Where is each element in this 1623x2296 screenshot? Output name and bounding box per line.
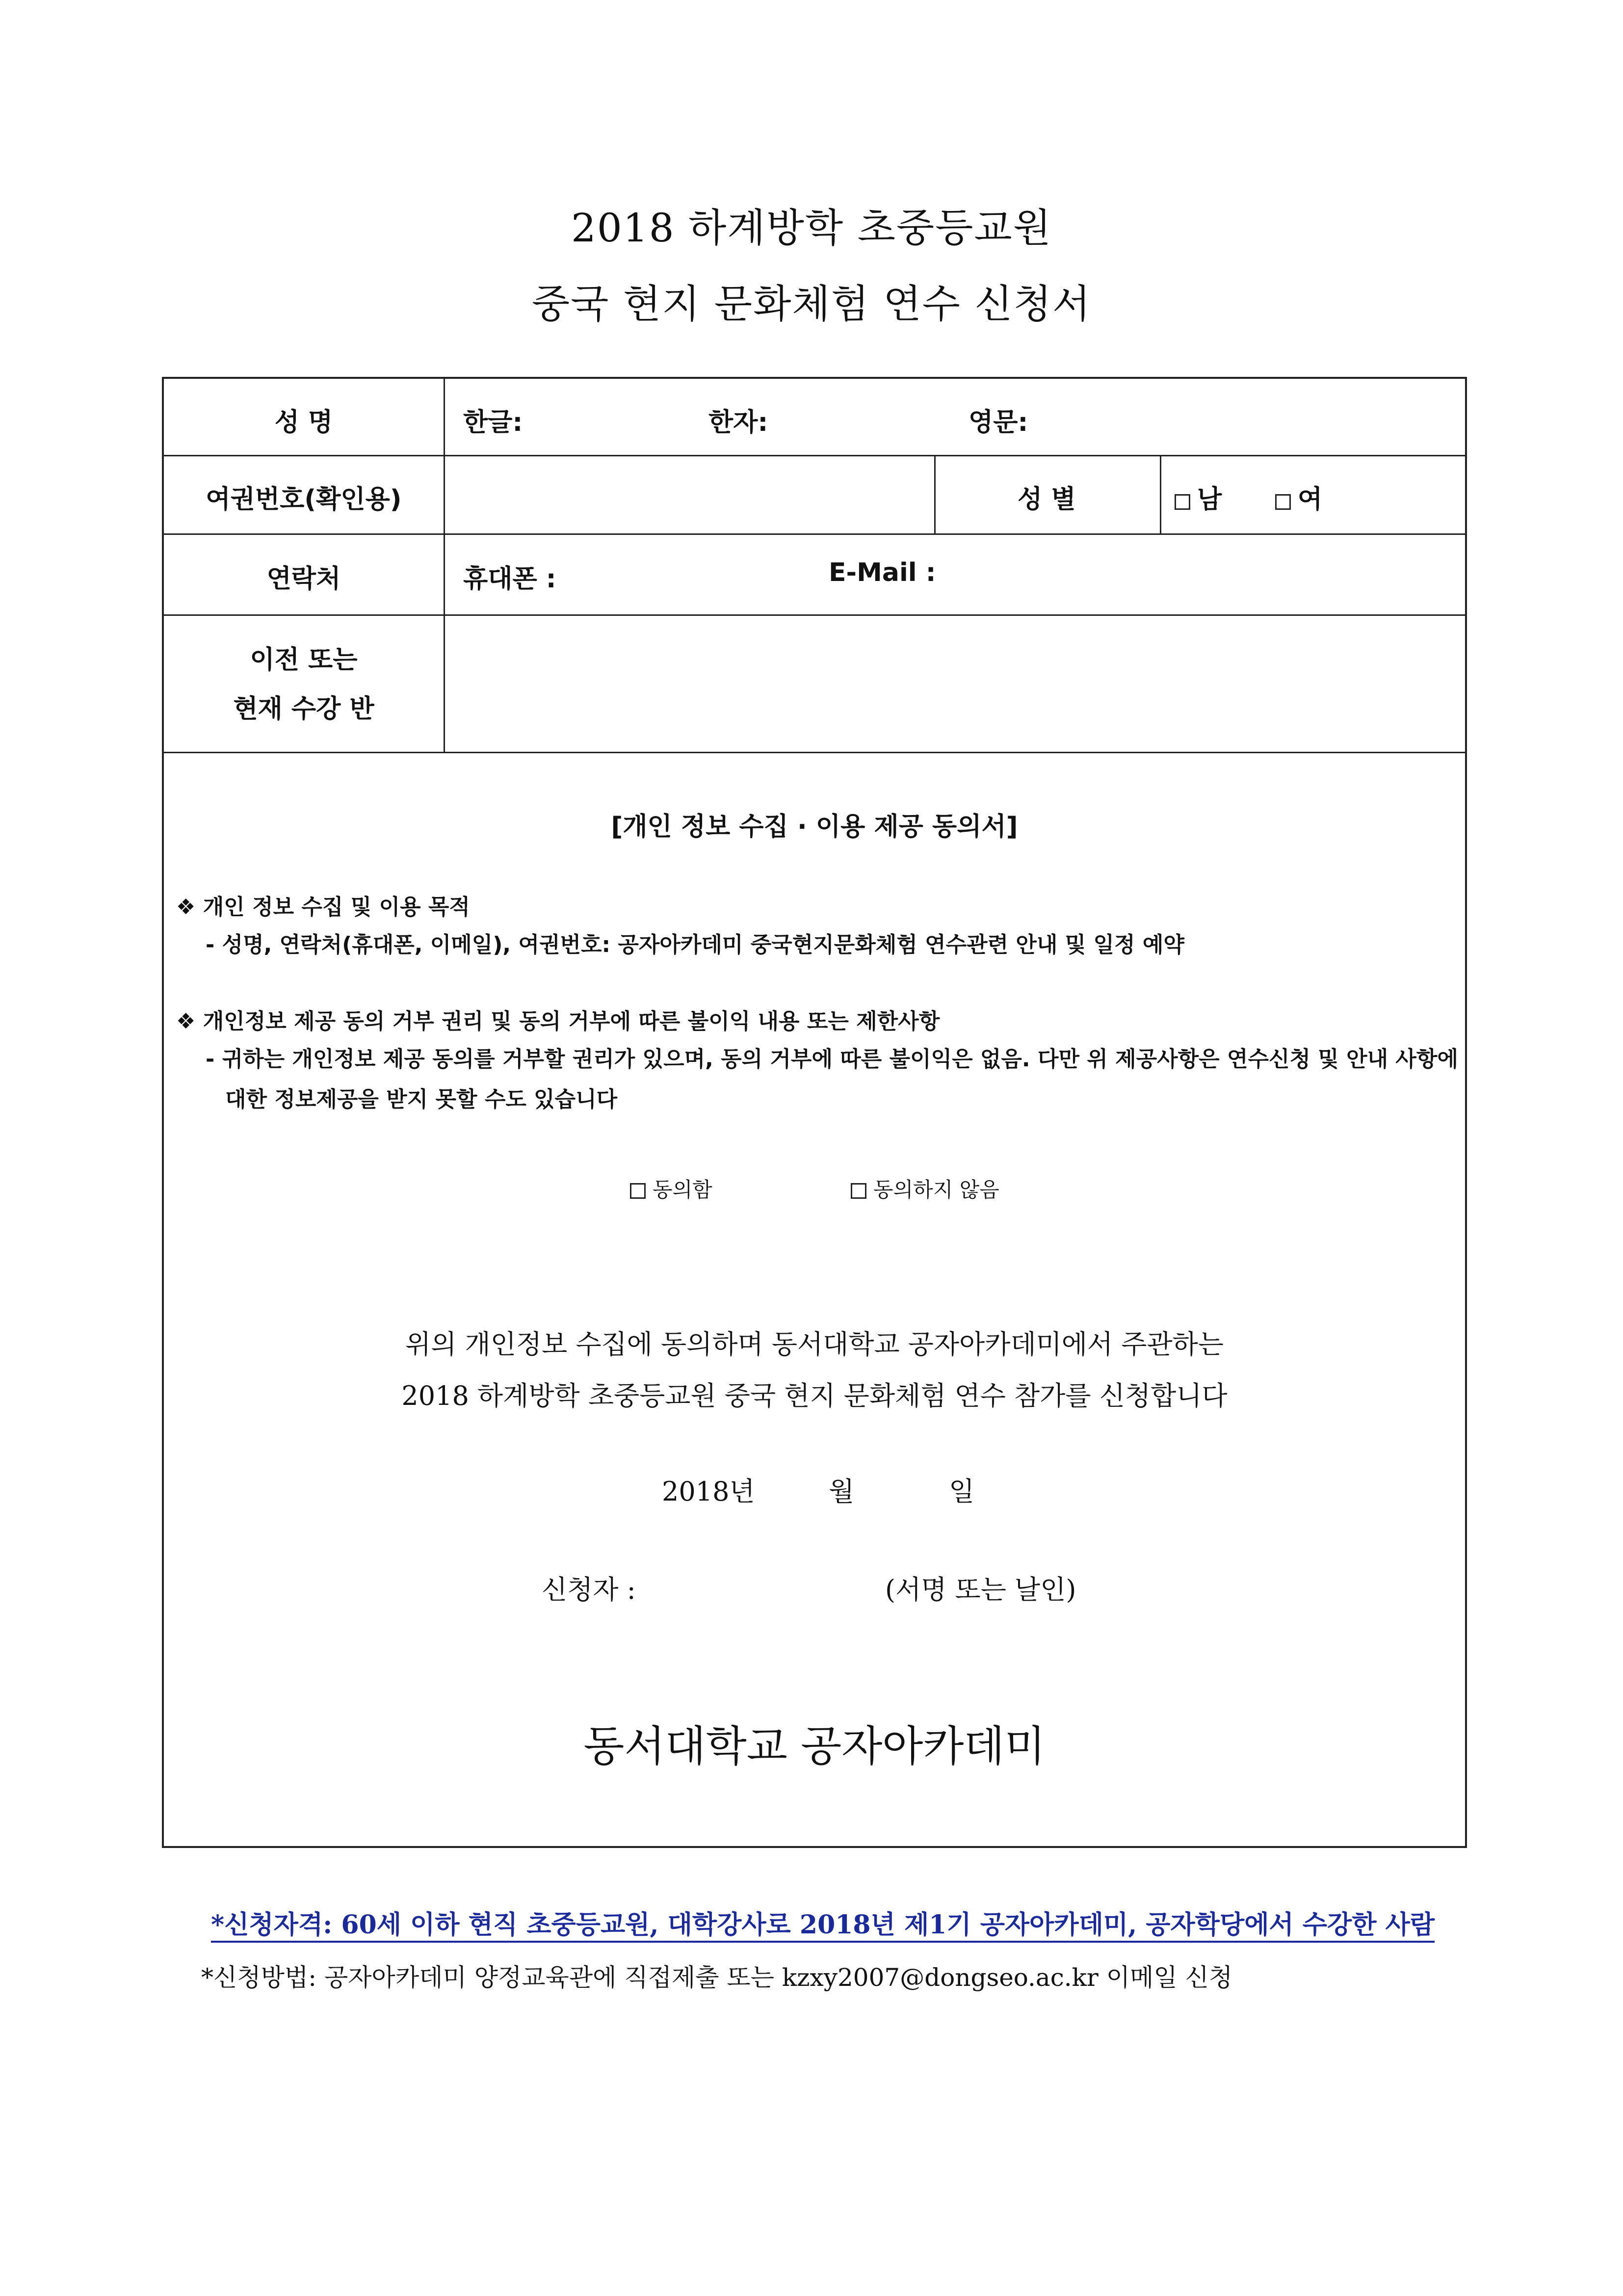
email-field[interactable]: E-Mail : <box>829 558 936 587</box>
name-english-field[interactable]: 영문: <box>969 408 1028 437</box>
column-divider <box>934 455 936 533</box>
name-label: 성 명 <box>274 408 333 437</box>
column-divider <box>444 379 445 752</box>
class-label-line1: 이전 또는 <box>250 645 358 675</box>
passport-label: 여권번호(확인용) <box>206 485 402 514</box>
row-divider <box>164 455 1465 456</box>
document-title-line1: 2018 하계방학 초중등교원 <box>571 205 1052 251</box>
gender-female-option[interactable]: 여 <box>1275 478 1322 515</box>
row-divider <box>164 614 1465 616</box>
document-title-line2: 중국 현지 문화체험 연수 신청서 <box>531 281 1092 327</box>
signature-label: (서명 또는 날인) <box>885 1574 1076 1605</box>
eligibility-note: *신청자격: 60세 이하 현직 초중등교원, 대학강사로 2018년 제1기 공자아카데미, 공자학당에서 수강한 사람 <box>211 1904 1435 1943</box>
applicant-label[interactable]: 신청자 : <box>542 1574 636 1605</box>
consent-section2-heading: ❖ 개인정보 제공 동의 거부 권리 및 동의 거부에 따른 불이익 내용 또는 제한사항 <box>176 1009 940 1034</box>
application-method-note: *신청방법: 공자아카데미 양정교육관에 직접제출 또는 kzxy2007@dongseo.ac.kr 이메일 신청 <box>201 1963 1233 1992</box>
class-label-line2: 현재 수강 반 <box>233 694 374 724</box>
consent-section1-heading: ❖ 개인 정보 수집 및 이용 목적 <box>176 895 470 920</box>
gender-male-option[interactable]: 남 <box>1175 478 1222 515</box>
application-form <box>162 377 1467 1848</box>
organization-name: 동서대학교 공자아카데미 <box>583 1722 1046 1771</box>
column-divider <box>1160 455 1161 533</box>
date-year[interactable]: 2018년 <box>662 1476 755 1507</box>
date-month[interactable]: 월 <box>829 1476 855 1507</box>
row-divider <box>164 752 1465 753</box>
consent-section2-body1: - 귀하는 개인정보 제공 동의를 거부할 권리가 있으며, 동의 거부에 따른 불이익은 없음. 다만 위 제공사항은 연수신청 및 안내 사항에 <box>206 1047 1458 1072</box>
row-divider <box>164 533 1465 535</box>
date-day[interactable]: 일 <box>949 1476 975 1507</box>
checkbox-icon[interactable] <box>630 1183 646 1199</box>
name-hanja-field[interactable]: 한자: <box>708 408 768 437</box>
phone-field[interactable]: 휴대폰 : <box>463 564 556 594</box>
consent-title: [개인 정보 수집 · 이용 제공 동의서] <box>611 812 1018 842</box>
consent-section1-body: - 성명, 연락처(휴대폰, 이메일), 여권번호: 공자아카데미 중국현지문화체험 연수관련 안내 및 일정 예약 <box>206 932 1184 957</box>
name-korean-field[interactable]: 한글: <box>463 408 523 437</box>
declaration-line2: 2018 하계방학 초중등교원 중국 현지 문화체험 연수 참가를 신청합니다 <box>401 1380 1228 1411</box>
agree-option[interactable]: 동의함 <box>630 1174 712 1203</box>
disagree-option[interactable]: 동의하지 않음 <box>851 1174 999 1203</box>
consent-section2-body2: 대한 정보제공을 받지 못할 수도 있습니다 <box>225 1087 618 1112</box>
checkbox-icon[interactable] <box>1275 494 1291 510</box>
checkbox-icon[interactable] <box>851 1183 866 1199</box>
gender-label: 성 별 <box>1018 485 1076 514</box>
contact-label: 연락처 <box>266 564 341 594</box>
declaration-line1: 위의 개인정보 수집에 동의하며 동서대학교 공자아카데미에서 주관하는 <box>405 1329 1224 1360</box>
checkbox-icon[interactable] <box>1175 494 1190 510</box>
